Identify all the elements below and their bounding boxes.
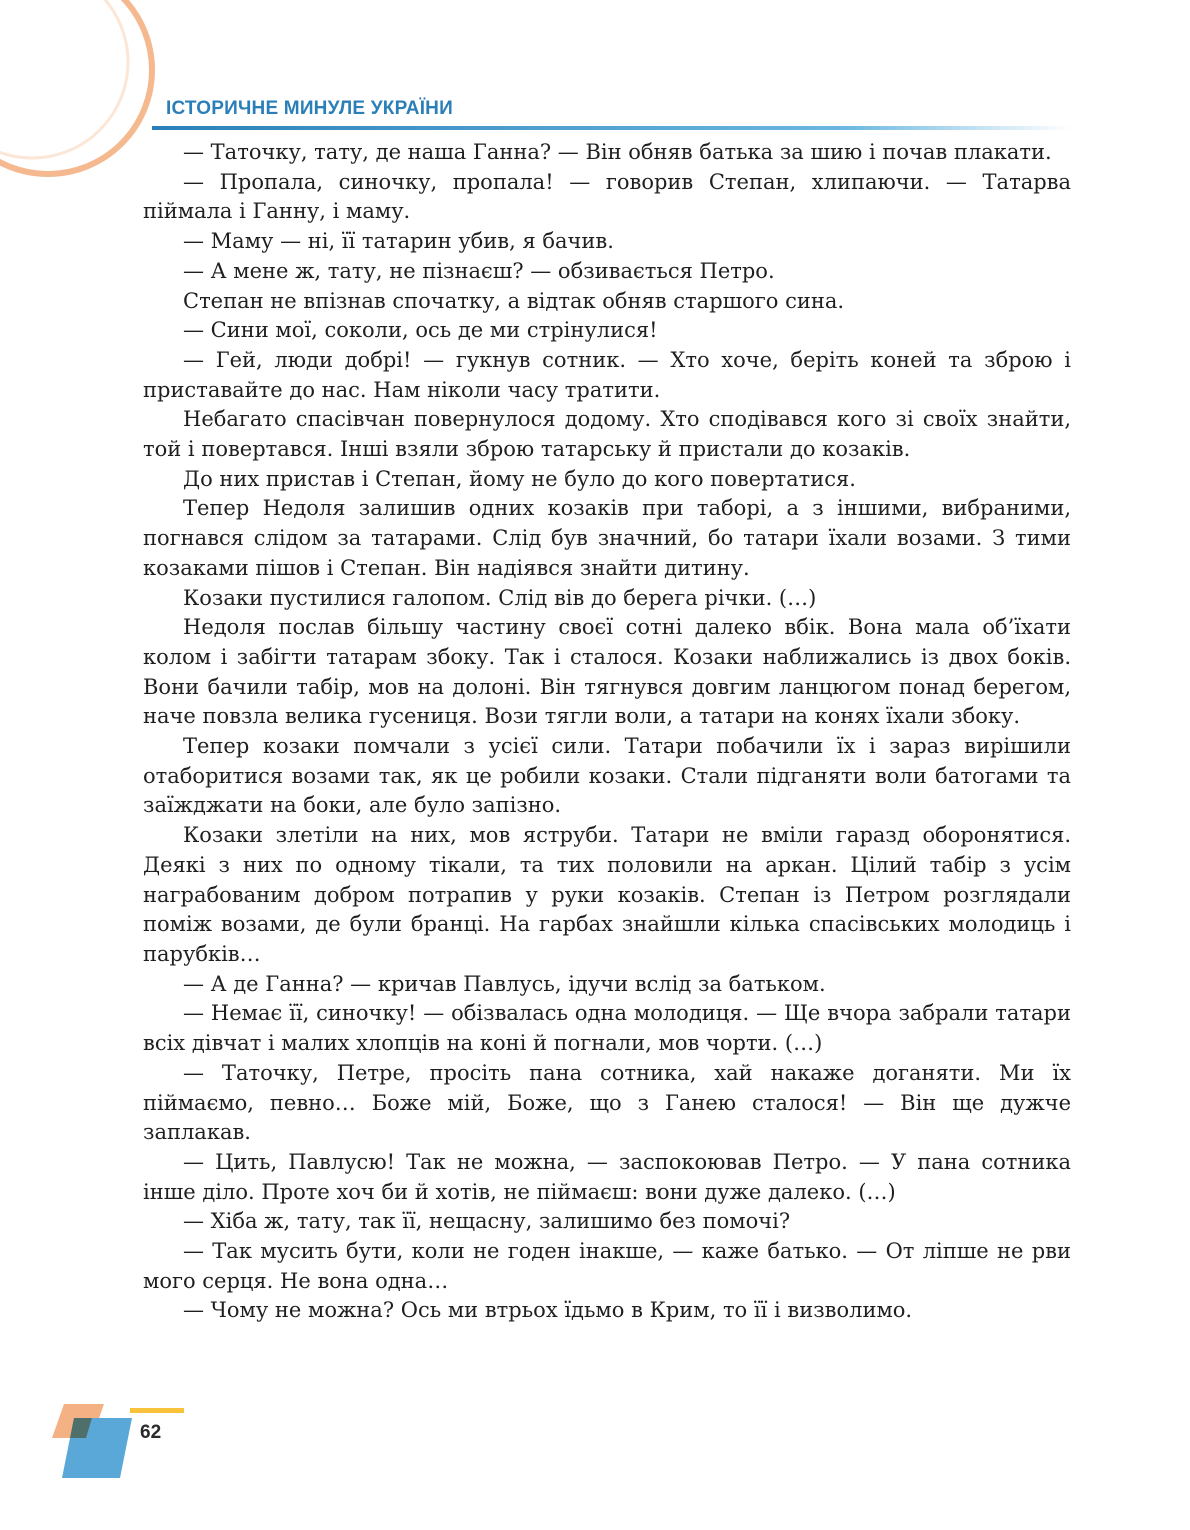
paragraph: — Таточку, тату, де наша Ганна? — Він обняв батька за шию і почав плакати. bbox=[183, 140, 1052, 164]
page-number: 62 bbox=[140, 1422, 162, 1443]
paragraph: Тепер Недоля залишив одних козаків при таборі, а з іншими, вибраними, погнався слідом за татарами. Слід був значний, бо татари їхали возами. З тими козаками пішов і Степан. Він надіявся знайти дитину. bbox=[143, 496, 1071, 580]
paragraph: — А мене ж, тату, не пізнаєш? — обзивається Петро. bbox=[183, 258, 775, 283]
paragraph: — Таточку, Петре, просіть пана сотника, хай накаже доганяти. Ми їх піймаємо, певно… Боже мій, Боже, що з Ганею сталося! — Він ще дужче заплакав. bbox=[143, 1060, 1071, 1145]
story-text bbox=[143, 138, 1071, 1326]
paragraph: — Маму — ні, її татарин убив, я бачив. bbox=[183, 229, 614, 254]
paragraph: — Хіба ж, тату, так її, нещасну, залишимо без помочі? bbox=[183, 1209, 791, 1234]
paragraph: Недоля послав більшу частину своєї сотні далеко вбік. Вона мала об’їхати колом і забігти татарам збоку. Так і сталося. Козаки наближались із двох боків. Вони бачили табір, мов на долоні. Він тягнувся довгим ланцюгом понад берегом, наче повзла велика гусениця. Вози тягли воли, а татари на конях їхали збоку. bbox=[143, 615, 1071, 729]
paragraph: — Чому не можна? Ось ми втрьох їдьмо в Крим, то її і визволимо. bbox=[183, 1298, 913, 1323]
paragraph: — Пропала, синочку, пропала! — говорив Степан, хлипаючи. — Татарва піймала і Ганну, і маму. bbox=[143, 169, 1071, 224]
paragraph: Козаки пустилися галопом. Слід вів до берега річки. (…) bbox=[183, 585, 817, 610]
paragraph: Степан не впізнав спочатку, а відтак обняв старшого сина. bbox=[183, 288, 845, 313]
paragraph: — Сини мої, соколи, ось де ми стрінулися! bbox=[183, 318, 658, 343]
paragraph: Тепер козаки помчали з усієї сили. Татари побачили їх і зараз вирішили отаборитися возами так, як це робили козаки. Стали підганяти воли батогами та заїжджати на боки, але було запізно. bbox=[143, 734, 1071, 818]
paragraph: До них пристав і Степан, йому не було до кого повертатися. bbox=[183, 466, 856, 491]
paragraph: — Так мусить бути, коли не годен інакше, — каже батько. — От ліпше не рви мого серця. Не вона одна… bbox=[143, 1239, 1071, 1293]
paragraph: — Гей, люди добрі! — гукнув сотник. — Хто хоче, беріть коней та зброю і приставайте до нас. Нам ніколи часу тратити. bbox=[143, 347, 1071, 402]
footer-corner-decoration bbox=[52, 1404, 184, 1478]
corner-arc-decoration bbox=[0, 0, 152, 174]
paragraph: Небагато спасівчан повернулося додому. Хто сподівався кого зі своїх знайти, той і повертався. Інші взяли зброю татарську й пристали до козаків. bbox=[143, 407, 1071, 462]
header-underline bbox=[152, 126, 1072, 130]
paragraph: — Немає її, синочку! — обізвалась одна молодиця. — Ще вчора забрали татари всіх дівчат і малих хлопців на коні й погнали, мов чорти. (…) bbox=[143, 1001, 1071, 1056]
paragraph: — Цить, Павлусю! Так не можна, — заспокоював Петро. — У пана сотника інше діло. Проте хоч би й хотів, не піймаєш: вони дуже далеко. (…) bbox=[143, 1149, 1071, 1204]
section-title: ІСТОРИЧНЕ МИНУЛЕ УКРАЇНИ bbox=[166, 98, 453, 119]
paragraph: Козаки злетіли на них, мов яструби. Татари не вміли гаразд оборонятися. Деякі з них по одному тікали, та тих половили на аркан. Цілий табір з усім награбованим добром потрапив у руки козаків. Степан із Петром розглядали поміж возами, де були бранці. На гарбах знайшли кілька спасівських молодиць і парубків… bbox=[143, 823, 1071, 966]
paragraph: — А де Ганна? — кричав Павлусь, ідучи вслід за батьком. bbox=[183, 971, 826, 996]
